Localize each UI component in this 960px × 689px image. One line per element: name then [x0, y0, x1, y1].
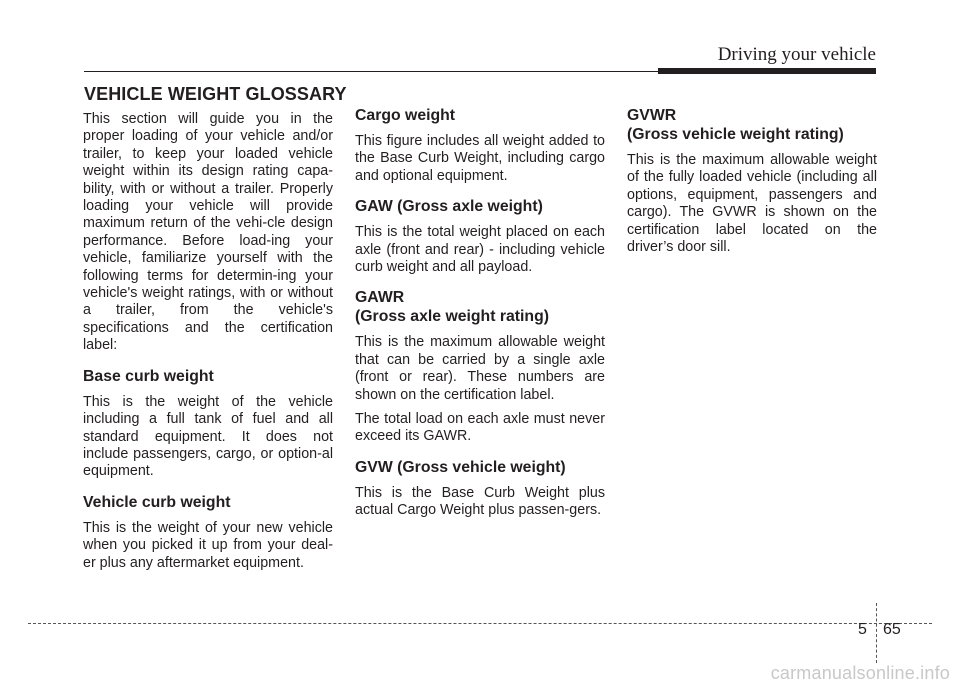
gvwr-text: This is the maximum allowable weight of the fully loaded vehicle (including all options, equipment, passengers and cargo). The GVWR is shown on the certification label located on the driver’s door sill.	[627, 152, 877, 256]
gvwr-heading-line1: GVWR	[627, 107, 677, 124]
gvwr-heading-line2: (Gross vehicle weight rating)	[627, 126, 844, 143]
gaw-text: This is the total weight placed on each axle (front and rear) - including vehicle curb weight and all payload.	[355, 224, 605, 276]
chapter-number: 5	[858, 621, 867, 638]
header-rule-bold	[658, 68, 876, 74]
column-left	[83, 111, 333, 579]
column-middle	[355, 106, 605, 527]
gawr-text: This is the maximum allowable weight that can be carried by a single axle (front or rear). These numbers are shown on the certification label.	[355, 334, 605, 403]
gvwr-heading	[627, 106, 877, 144]
base-curb-weight-heading: Base curb weight	[83, 367, 214, 385]
gawr-heading-line2: (Gross axle weight rating)	[355, 308, 549, 326]
column-right	[627, 106, 877, 263]
section-title: VEHICLE WEIGHT GLOSSARY	[84, 84, 347, 104]
gawr-heading-line1: GAWR	[355, 289, 405, 307]
gawr-note: The total load on each axle must never exceed its GAWR.	[355, 411, 605, 445]
gawr-heading	[355, 288, 605, 326]
page-number-divider	[876, 603, 877, 663]
gvw-heading: GVW (Gross vehicle weight)	[355, 458, 566, 476]
page-number: 65	[883, 621, 901, 638]
cargo-weight-text: This figure includes all weight added to the Base Curb Weight, including cargo and optional equipment.	[355, 133, 605, 184]
watermark: carmanualsonline.info	[770, 663, 950, 683]
base-curb-weight-text: This is the weight of the vehicle including a full tank of fuel and all standard equipment. It does not include passengers, cargo, or option-al equipment.	[83, 393, 333, 480]
footer-rule	[28, 623, 932, 624]
vehicle-curb-weight-heading: Vehicle curb weight	[83, 493, 231, 511]
header-title: Driving your vehicle	[717, 44, 876, 65]
vehicle-curb-weight-text: This is the weight of your new vehicle when you picked it up from your deal-er plus any aftermarket equipment.	[83, 519, 333, 571]
header-rule	[84, 71, 658, 72]
gaw-heading: GAW (Gross axle weight)	[355, 198, 543, 216]
intro-paragraph: This section will guide you in the proper loading of your vehicle and/or trailer, to keep your loaded vehicle weight within its design rating capa-bility, with or without a trailer. Properly loading your vehicle will provide maximum return of the vehi-cle design performance. Before load-ing your vehicle, familiarize yourself with the following terms for determin-ing your vehicle's weight ratings, with or without a trailer, from the vehicle's specifications and the certification label:	[83, 111, 333, 354]
gvw-text: This is the Base Curb Weight plus actual Cargo Weight plus passen-gers.	[355, 484, 605, 519]
cargo-weight-heading: Cargo weight	[355, 107, 456, 124]
